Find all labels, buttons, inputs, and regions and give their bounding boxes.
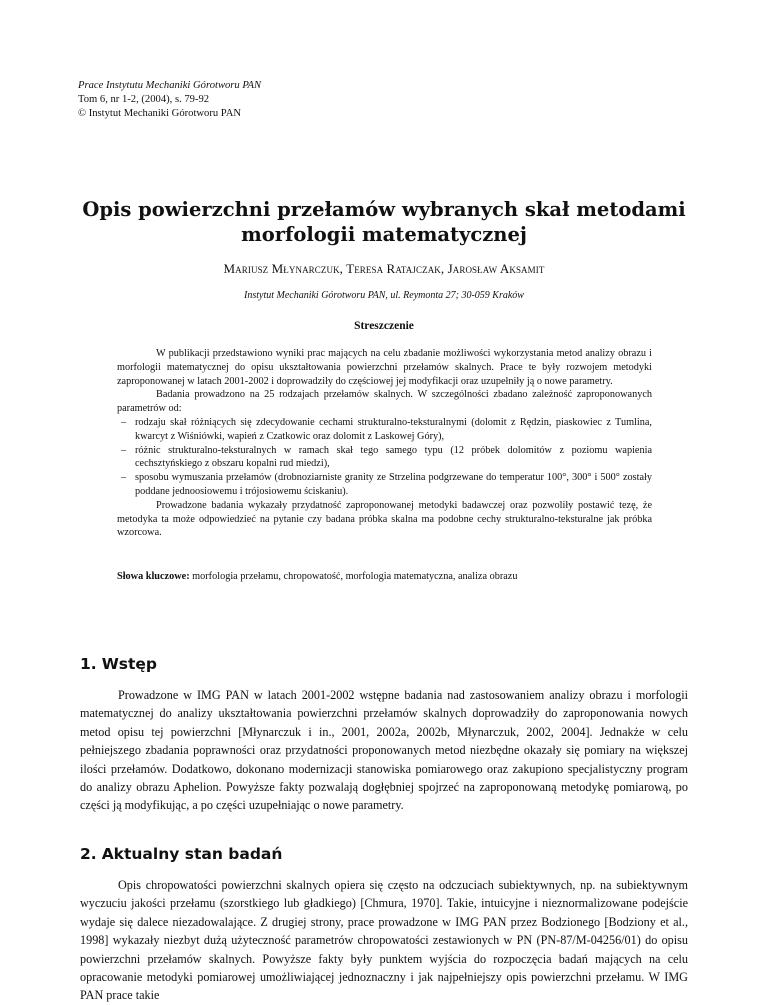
journal-name: Prace Instytutu Mechaniki Górotworu PAN <box>78 80 262 91</box>
abstract <box>117 347 652 540</box>
journal-issue: Tom 6, nr 1-2, (2004), s. 79-92 <box>78 94 210 105</box>
journal-copyright: © Instytut Mechaniki Górotworu PAN <box>78 108 242 119</box>
paper-title <box>80 197 688 247</box>
paper-title-line-1: Opis powierzchni przełamów wybranych skał metodami <box>82 198 686 221</box>
list-dash: – <box>121 416 127 428</box>
list-item-text: sposobu wymuszania przełamów (drobnoziarniste granity ze Strzelina podgrzewane do temperatur 100°, 300° i 500° zostały poddane jednoosiowemu i trójosiowemu ściskaniu). <box>135 472 652 497</box>
keywords <box>117 571 652 582</box>
list-item-text: różnic strukturalno-teksturalnych w ramach skał tego samego typu (12 próbek dolomitów z poziomu wapienia cechsztyńskiego z obszaru kopalni rud miedzi), <box>135 444 652 470</box>
abstract-list-item-1 <box>117 416 652 444</box>
keywords-text: morfologia przełamu, chropowatość, morfologia matematyczna, analiza obrazu <box>192 571 518 582</box>
abstract-paragraph-2: Badania prowadzono na 25 rodzajach przełamów skalnych. W szczególności zbadano zależność zaproponowanych parametrów od: <box>117 389 652 415</box>
authors: Mariusz Młynarczuk, Teresa Ratajczak, Jarosław Aksamit <box>223 261 545 276</box>
section-number: 1. <box>80 655 97 673</box>
abstract-paragraph-1: W publikacji przedstawiono wyniki prac mających na celu zbadanie możliwości wykorzystania metod analizy obrazu i morfologii matematycznej do opisu ukształtowania powierzchni przełamów skalnych. Prace te były rozwojem metodyki zaproponowanej w latach 2001-2002 i doprowadziły do częściowej jej modyfikacji oraz uzupełniły ją o nowe parametry. <box>117 348 652 387</box>
abstract-list-item-3 <box>117 471 652 499</box>
keywords-label: Słowa kluczowe: <box>117 571 190 582</box>
section-2-body <box>80 876 688 1005</box>
list-dash: – <box>121 444 127 456</box>
paper-title-line-2: morfologii matematycznej <box>241 223 527 246</box>
section-heading-1 <box>80 655 157 673</box>
abstract-list-item-2 <box>117 444 652 472</box>
list-item-text: rodzaju skał różniących się zdecydowanie cechami strukturalno-teksturalnymi (dolomit z Rędzin, piaskowiec z Tumlina, kwarcyt z Wiśniówki, wapień z Czatkowic oraz dolomit z Laskowej Góry), <box>135 416 652 442</box>
abstract-list <box>117 416 652 499</box>
section-2-paragraph: Opis chropowatości powierzchni skalnych opiera się często na odczuciach subiektywnych, np. na subiektywnym wyczuciu jakości przełamu (szorstkiego lub gładkiego) [Chmura, 1970]. Takie, intuicyjne i nieznormalizowane podejście wydaje się dalece niezadowalające. Z drugiej strony, prace prowadzone w IMG PAN przez Bodzionego [Bodziony et al., 1998] wykazały niezbyt dużą użyteczność parametrów chropowatości zestawionych w PN (PN-87/M-04256/01) do opisu powierzchni przełamów skalnych. Powyższe fakty były punktem wyjścia do rozpoczęcia badań mających na celu opracowanie metodyki pomiarowej umożliwiającej jednoznaczny i jak najpełniejszy opis powierzchni przełamu. W IMG PAN prace takie <box>80 878 688 1003</box>
affiliation: Instytut Mechaniki Górotworu PAN, ul. Reymonta 27; 30-059 Kraków <box>244 290 524 301</box>
abstract-heading: Streszczenie <box>354 320 414 332</box>
section-1-body <box>80 686 688 815</box>
journal-header <box>78 79 261 121</box>
section-number: 2. <box>80 845 97 863</box>
section-1-paragraph: Prowadzone w IMG PAN w latach 2001-2002 wstępne badania nad zastosowaniem analizy obrazu i morfologii matematycznej do analizy ukształtowania powierzchni przełamów skalnych doprowadziły do zaproponowania nowych metod opisu tej powierzchni [Młynarczuk i in., 2001, 2002a, 2002b, Młynarczuk, 2002, 2004]. Jednakże w celu pełniejszego zbadania poprawności oraz przydatności proponowanych metod niezbędne okazały się pomiary na większej ilości przełamów. Dodatkowo, dokonano modernizacji stanowiska pomiarowego oraz zakupiono specjalistyczny program do analizy obrazu Aphelion. Powyższe fakty pozwalają dogłębniej spojrzeć na zaproponowaną metodykę pomiarową, po części ją modyfikując, a po części uzupełniając o nowe parametry. <box>80 688 688 813</box>
list-dash: – <box>121 472 127 484</box>
section-title: Wstęp <box>101 655 158 673</box>
section-title: Aktualny stan badań <box>101 845 283 863</box>
abstract-paragraph-3: Prowadzone badania wykazały przydatność zaproponowanej metodyki badawczej oraz pozwoliły postawić tezę, że metodyka ta może odpowiedzieć na pytanie czy badana próbka skalna ma podobne cechy strukturalno-teksturalne jak próbka wzorcowa. <box>117 499 652 539</box>
section-heading-2 <box>80 845 282 863</box>
